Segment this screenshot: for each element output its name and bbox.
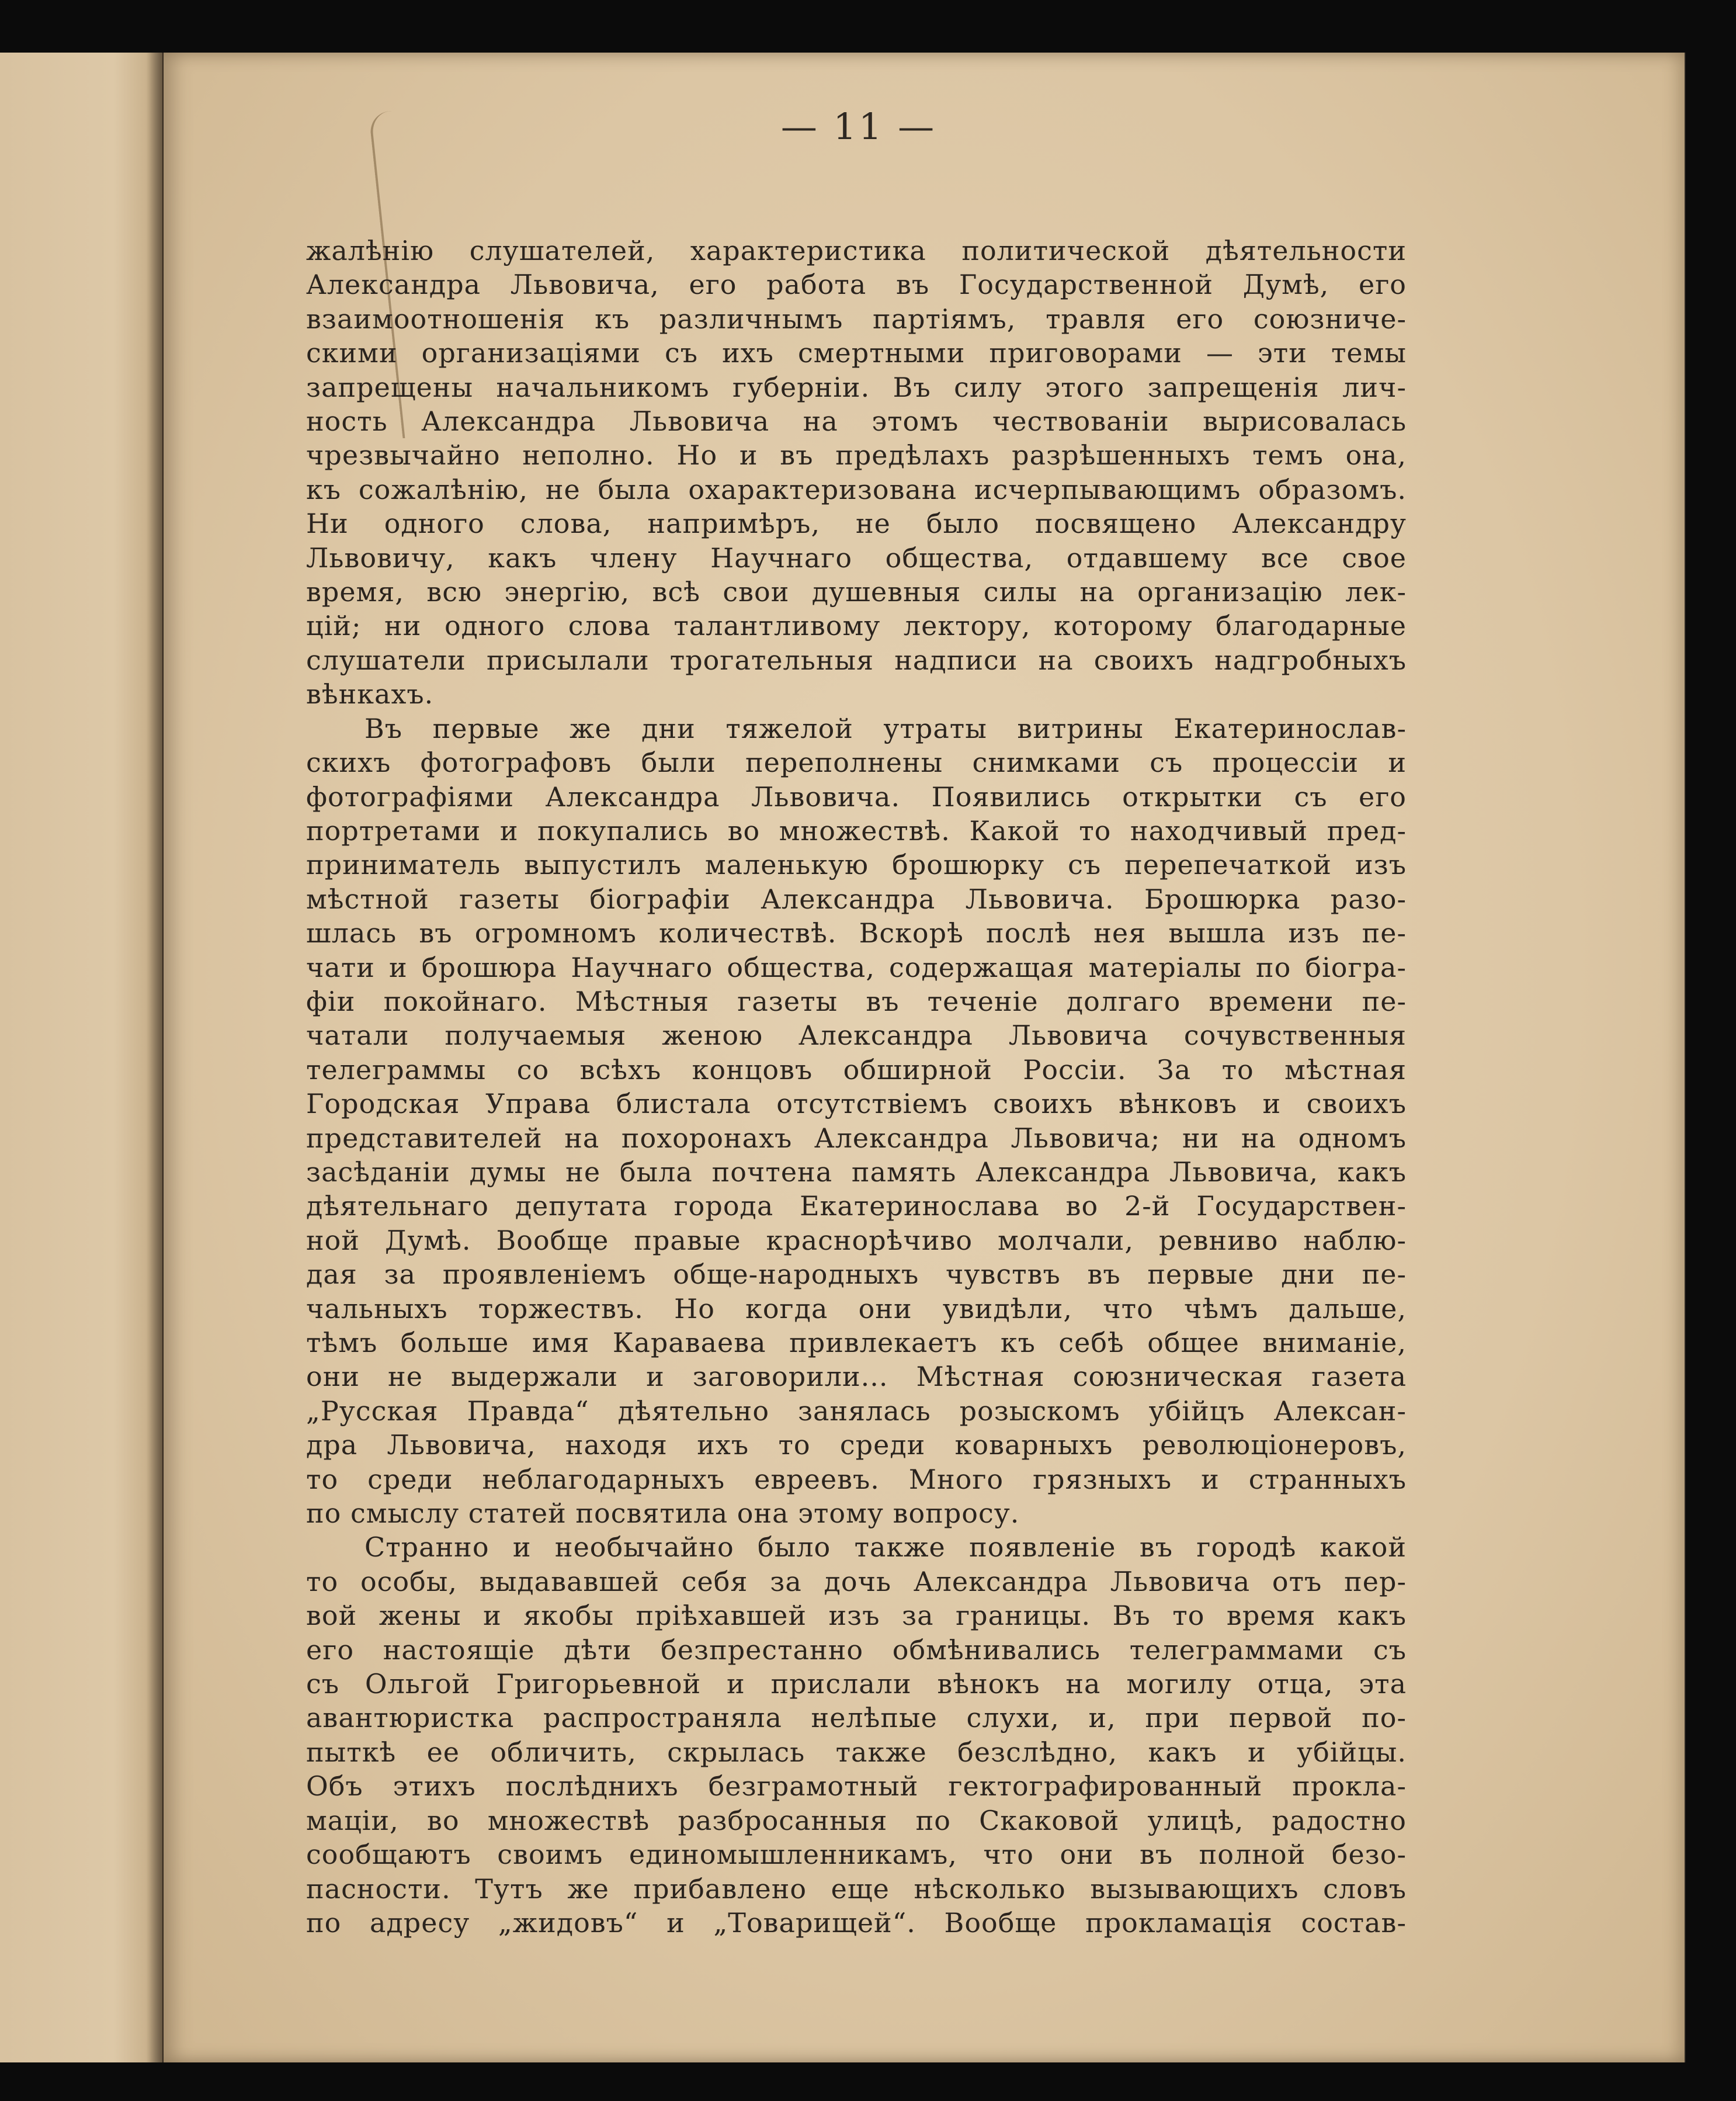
text-line: мѣстной газеты біографіи Александра Львовича. Брошюрка разо-	[306, 883, 1407, 915]
text-line: Ни одного слова, напримѣръ, не было посвящено Александру	[306, 508, 1407, 540]
text-line: чатали получаемыя женою Александра Львовича сочувственныя	[306, 1020, 1407, 1052]
text-line: то среди неблагодарныхъ евреевъ. Много грязныхъ и странныхъ	[306, 1463, 1407, 1495]
text-line: скими организаціями съ ихъ смертными приговорами — эти темы	[306, 337, 1407, 369]
text-line: скихъ фотографовъ были переполнены снимками съ процессіи и	[306, 747, 1407, 779]
text-line: время, всю энергію, всѣ свои душевныя силы на организацію лек-	[306, 576, 1407, 608]
text-line: засѣданіи думы не была почтена память Александра Львовича, какъ	[306, 1156, 1407, 1188]
text-line: слушатели присылали трогательныя надписи на своихъ надгробныхъ	[306, 644, 1407, 676]
text-line: пыткѣ ее обличить, скрылась также безслѣдно, какъ и убійцы.	[306, 1736, 1407, 1768]
text-line: шлась въ огромномъ количествѣ. Вскорѣ послѣ нея вышла изъ пе-	[306, 917, 1407, 949]
text-line: къ сожалѣнію, не была охарактеризована исчерпывающимъ образомъ.	[306, 473, 1407, 505]
text-line: портретами и покупались во множествѣ. Какой то находчивый пред-	[306, 814, 1407, 847]
text-line: пасности. Тутъ же прибавлено еще нѣсколько вызывающихъ словъ	[306, 1873, 1407, 1905]
text-line: маціи, во множествѣ разбросанныя по Скаковой улицѣ, радостно	[306, 1804, 1407, 1836]
text-line: дѣятельнаго депутата города Екатеринослава во 2-й Государствен-	[306, 1190, 1407, 1222]
text-line: по адресу „жидовъ“ и „Товарищей“. Вообще прокламація состав-	[306, 1906, 1407, 1939]
text-line: тѣмъ больше имя Караваева привлекаетъ къ себѣ общее вниманіе,	[306, 1327, 1407, 1358]
text-line: Львовичу, какъ члену Научнаго общества, отдавшему все свое	[306, 542, 1407, 574]
text-line: ность Александра Львовича на этомъ чествованіи вырисовалась	[306, 405, 1407, 438]
text-line: Въ первые же дни тяжелой утраты витрины Екатеринослав-	[364, 712, 1407, 744]
text-line: вѣнкахъ.	[306, 678, 434, 710]
paragraph-1	[306, 234, 1407, 712]
page-number: — 11 —	[780, 105, 937, 148]
text-line: чрезвычайно неполно. Но и въ предѣлахъ разрѣшенныхъ темъ она,	[306, 439, 1407, 471]
text-line: запрещены начальникомъ губерніи. Въ силу этого запрещенія лич-	[306, 371, 1407, 403]
text-line: фіи покойнаго. Мѣстныя газеты въ теченіе долгаго времени пе-	[306, 985, 1407, 1017]
text-line: они не выдержали и заговорили... Мѣстная союзническая газета	[306, 1361, 1407, 1393]
text-line: цій; ни одного слова талантливому лектору, которому благодарные	[306, 610, 1407, 642]
text-line: Странно и необычайно было также появленіе въ городѣ какой	[364, 1531, 1407, 1563]
text-line: вой жены и якобы пріѣхавшей изъ за границы. Въ то время какъ	[306, 1600, 1407, 1632]
text-line: ной Думѣ. Вообще правые краснорѣчиво молчали, ревниво наблю-	[306, 1224, 1407, 1256]
text-line: фотографіями Александра Львовича. Появились открытки съ его	[306, 781, 1407, 813]
text-line: жалѣнію слушателей, характеристика политической дѣятельности	[306, 235, 1407, 266]
text-line: представителей на похоронахъ Александра Львовича; ни на одномъ	[306, 1122, 1407, 1154]
text-line: съ Ольгой Григорьевной и прислали вѣнокъ на могилу отца, эта	[306, 1668, 1407, 1700]
text-line: сообщаютъ своимъ единомышленникамъ, что они въ полной безо-	[306, 1839, 1407, 1871]
paragraph-2	[306, 712, 1407, 1531]
text-line: его настоящіе дѣти безпрестанно обмѣнивались телеграммами съ	[306, 1634, 1407, 1666]
text-line: Городская Управа блистала отсутствіемъ своихъ вѣнковъ и своихъ	[306, 1088, 1407, 1120]
text-line: дая за проявленіемъ обще-народныхъ чувствъ въ первые дни пе-	[306, 1258, 1407, 1291]
text-line: чати и брошюра Научнаго общества, содержащая матеріалы по біогра-	[306, 951, 1407, 983]
text-line: дра Львовича, находя ихъ то среди коварныхъ революціонеровъ,	[306, 1429, 1407, 1461]
paragraph-3	[306, 1530, 1407, 1940]
text-line: взаимоотношенія къ различнымъ партіямъ, травля его союзниче-	[306, 303, 1407, 335]
text-line: чальныхъ торжествъ. Но когда они увидѣли, что чѣмъ дальше,	[306, 1292, 1407, 1325]
left-page-edge	[0, 53, 162, 2062]
text-line: телеграммы со всѣхъ концовъ обширной Россіи. За то мѣстная	[306, 1053, 1407, 1086]
text-line: то особы, выдававшей себя за дочь Александра Львовича отъ пер-	[306, 1565, 1407, 1597]
text-line: Объ этихъ послѣднихъ безграмотный гектографированный прокла-	[306, 1770, 1407, 1802]
text-line: „Русская Правда“ дѣятельно занялась розыскомъ убійцъ Алексан-	[306, 1395, 1407, 1427]
text-line: авантюристка распространяла нелѣпые слухи, и, при первой по-	[306, 1702, 1407, 1734]
text-line: по смыслу статей посвятила она этому вопросу.	[306, 1497, 1020, 1530]
page-text	[306, 234, 1407, 1940]
text-line: Александра Львовича, его работа въ Государственной Думѣ, его	[306, 269, 1407, 301]
text-line: приниматель выпустилъ маленькую брошюрку съ перепечаткой изъ	[306, 849, 1407, 881]
